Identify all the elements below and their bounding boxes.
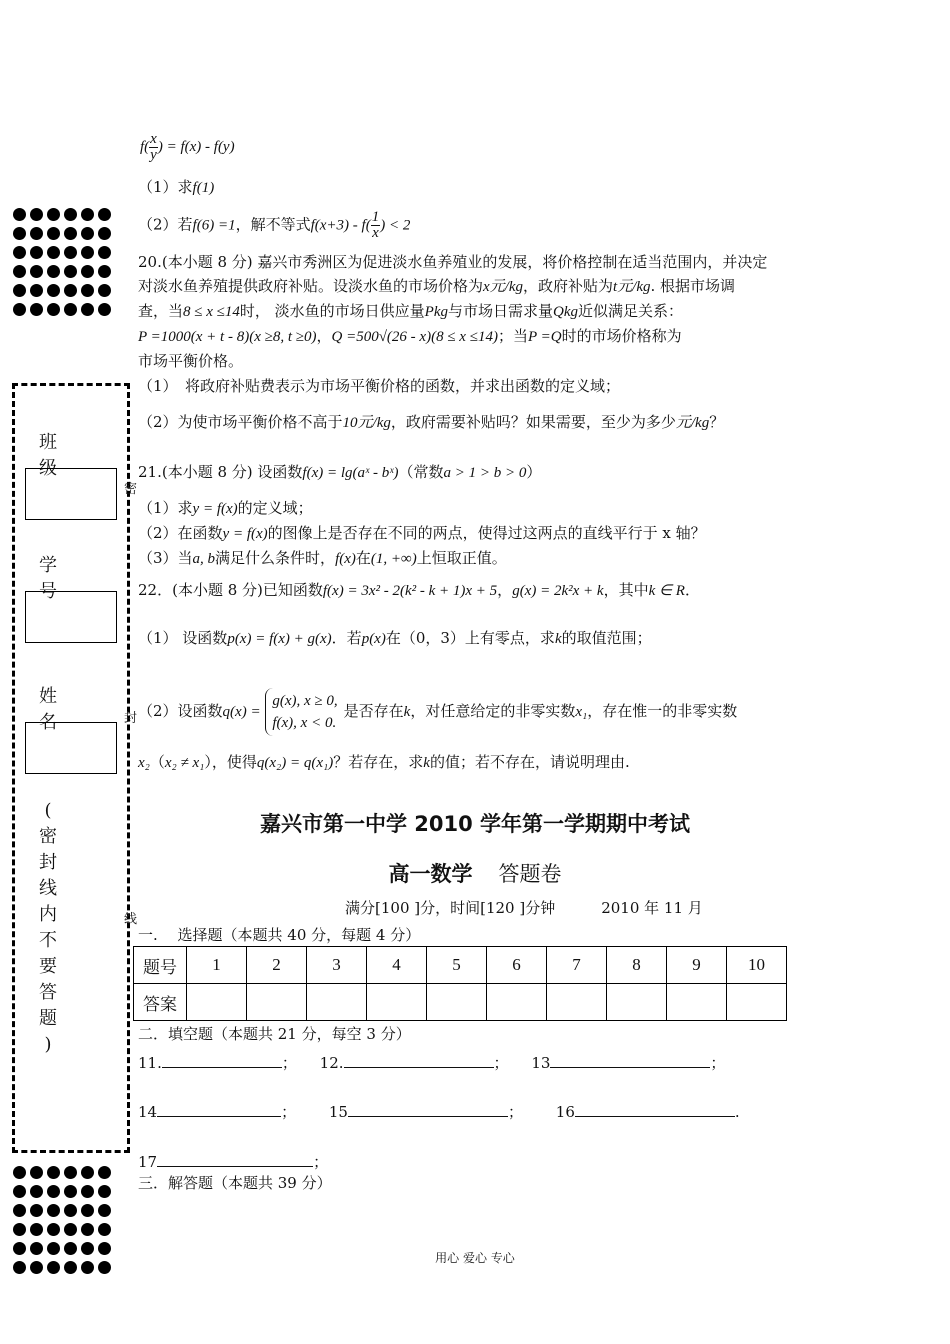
dot bbox=[81, 1204, 94, 1217]
dot bbox=[47, 1185, 60, 1198]
q19-part1: （1）求f(1) bbox=[138, 178, 215, 196]
dot bbox=[13, 1204, 26, 1217]
seal-warning-char: 不 bbox=[39, 930, 57, 951]
dot bbox=[13, 1185, 26, 1198]
dot bbox=[30, 284, 43, 297]
q20-line5: 市场平衡价格。 bbox=[138, 352, 244, 370]
seal-warning-char: 封 bbox=[39, 852, 57, 873]
dot bbox=[13, 284, 26, 297]
fill-blank-row1: 11. ； 12. ； 13 ； bbox=[138, 1051, 725, 1073]
table-row bbox=[134, 984, 787, 1021]
blank-14[interactable] bbox=[157, 1100, 281, 1117]
dot bbox=[47, 227, 60, 240]
dot bbox=[30, 1204, 43, 1217]
dot bbox=[13, 303, 26, 316]
seal-warning-char: 要 bbox=[39, 956, 57, 977]
dot bbox=[13, 227, 26, 240]
question-number-cell: 9 bbox=[667, 947, 727, 984]
top-formula: f( $\frac{x}{y}$ ) = f(x) - f(y) bbox=[140, 131, 235, 163]
blank-17[interactable] bbox=[157, 1150, 313, 1167]
q22-part1: （1） 设函数p(x) = f(x) + g(x)．若p(x)在（0，3）上有零点，求k的取值范围； bbox=[138, 629, 652, 647]
q21-part3: （3）当a, b满足什么条件时，f(x)在(1, +∞)上恒取正值。 bbox=[138, 549, 507, 567]
student-id-label: 学号 bbox=[39, 555, 87, 602]
seal-warning-char: 题 bbox=[39, 1008, 57, 1029]
seal-warning-char: ) bbox=[44, 1034, 52, 1055]
q20-line1: 20.(本小题 8 分) 嘉兴市秀洲区为促进淡水鱼养殖业的发展，将价格控制在适当范围内，并决定 bbox=[138, 253, 768, 271]
answer-sheet-title: 嘉兴市第一中学 2010 学年第一学期期中考试 bbox=[259, 812, 691, 836]
dot bbox=[30, 1166, 43, 1179]
dot bbox=[30, 208, 43, 221]
exam-meta: 满分[100 ]分，时间[120 ]分钟 2010 年 11 月 bbox=[345, 899, 703, 917]
dot bbox=[81, 227, 94, 240]
question-number-cell: 8 bbox=[607, 947, 667, 984]
fill-blank-row2: 14 ； 15 ； 16 . bbox=[138, 1100, 740, 1122]
dot bbox=[81, 208, 94, 221]
seal-warning-char: 密 bbox=[39, 826, 57, 847]
dot bbox=[64, 1185, 77, 1198]
dot bbox=[47, 284, 60, 297]
dot bbox=[30, 1223, 43, 1236]
dot bbox=[30, 265, 43, 278]
dot bbox=[64, 1223, 77, 1236]
answer-cell[interactable] bbox=[727, 984, 787, 1021]
q21-head: 21.(本小题 8 分) 设函数f(x) = lg(aˣ - bˣ)（常数a > 1 > b > 0） bbox=[138, 463, 542, 481]
q20-part1: （1） 将政府补贴费表示为市场平衡价格的函数，并求出函数的定义域； bbox=[138, 377, 621, 395]
q20-line2: 对淡水鱼养殖提供政府补贴。设淡水鱼的市场价格为x元/kg，政府补贴为t元/kg. 根据市场调 bbox=[138, 277, 736, 295]
dot bbox=[98, 208, 111, 221]
dot bbox=[64, 303, 77, 316]
dot bbox=[30, 246, 43, 259]
q20-line4: P =1000(x + t - 8)(x ≥8, t ≥0)，Q =500√(26 - x)(8 ≤ x ≤14)；当P =Q时的市场价格称为 bbox=[138, 327, 682, 345]
q20-part2: （2）为使市场平衡价格不高于10元/kg，政府需要补贴吗？如果需要，至少为多少元/kg？ bbox=[138, 413, 725, 431]
class-field[interactable] bbox=[25, 468, 117, 520]
dot bbox=[47, 1204, 60, 1217]
answer-cell[interactable] bbox=[607, 984, 667, 1021]
dot bbox=[98, 1223, 111, 1236]
dot bbox=[47, 303, 60, 316]
side-char-feng: 封 bbox=[124, 711, 138, 726]
dot bbox=[98, 227, 111, 240]
question-number-cell: 10 bbox=[727, 947, 787, 984]
dot bbox=[81, 284, 94, 297]
question-number-cell: 1 bbox=[187, 947, 247, 984]
dot bbox=[64, 284, 77, 297]
side-char-xian: 线 bbox=[124, 912, 138, 927]
page-footer: 用心 爱心 专心 bbox=[435, 1251, 515, 1265]
question-number-cell: 2 bbox=[247, 947, 307, 984]
class-label: 班级 bbox=[39, 432, 87, 479]
section3-heading: 三．解答题（本题共 39 分） bbox=[138, 1174, 332, 1192]
section1-heading: 一. 选择题（本题共 40 分，每题 4 分） bbox=[138, 926, 421, 944]
student-id-field[interactable] bbox=[25, 591, 117, 643]
answer-cell[interactable] bbox=[487, 984, 547, 1021]
dot bbox=[98, 303, 111, 316]
dot bbox=[98, 1166, 111, 1179]
question-number-cell: 7 bbox=[547, 947, 607, 984]
dot bbox=[81, 246, 94, 259]
blank-12[interactable] bbox=[344, 1051, 494, 1068]
dot bbox=[81, 1185, 94, 1198]
answer-cell[interactable] bbox=[367, 984, 427, 1021]
dot bbox=[64, 208, 77, 221]
dot bbox=[81, 303, 94, 316]
seal-warning-char: ( bbox=[44, 800, 52, 821]
dot bbox=[47, 1166, 60, 1179]
dot bbox=[81, 265, 94, 278]
dot bbox=[98, 1185, 111, 1198]
choice-answer-table bbox=[133, 946, 787, 1021]
dot bbox=[13, 246, 26, 259]
section2-heading: 二．填空题（本题共 21 分，每空 3 分） bbox=[138, 1025, 411, 1043]
dot bbox=[13, 208, 26, 221]
dot bbox=[30, 227, 43, 240]
dot bbox=[64, 246, 77, 259]
dot bbox=[64, 265, 77, 278]
question-number-cell: 6 bbox=[487, 947, 547, 984]
blank-13[interactable] bbox=[550, 1051, 710, 1068]
dot bbox=[30, 1185, 43, 1198]
answer-cell[interactable] bbox=[667, 984, 727, 1021]
table-row bbox=[134, 947, 787, 984]
question-number-cell: 5 bbox=[427, 947, 487, 984]
question-number-cell: 3 bbox=[307, 947, 367, 984]
name-label: 姓名 bbox=[39, 686, 87, 733]
dot bbox=[98, 1204, 111, 1217]
dot bbox=[64, 1166, 77, 1179]
dot bbox=[98, 246, 111, 259]
seal-line-box bbox=[12, 383, 130, 1153]
name-field[interactable] bbox=[25, 722, 117, 774]
dot bbox=[13, 1223, 26, 1236]
answer-sheet-subtitle: 高一数学 答题卷 bbox=[388, 862, 562, 886]
dot bbox=[64, 1204, 77, 1217]
dot bbox=[47, 1223, 60, 1236]
dot bbox=[81, 1166, 94, 1179]
side-char-mi: 密 bbox=[124, 482, 138, 497]
answer-cell[interactable] bbox=[247, 984, 307, 1021]
answer-cell[interactable] bbox=[427, 984, 487, 1021]
row-answer-label: 答案 bbox=[134, 984, 187, 1021]
decorative-dots-top bbox=[13, 208, 115, 322]
seal-warning-char: 答 bbox=[39, 982, 57, 1003]
dot bbox=[98, 265, 111, 278]
q21-part1: （1）求y = f(x)的定义域； bbox=[138, 499, 313, 517]
dot bbox=[47, 265, 60, 278]
q22-part2: （2）设函数q(x) = g(x), x ≥ 0, f(x), x < 0. 是否存在k，对任意给定的非零实数x₁，存在惟一的非零实数 bbox=[138, 688, 737, 736]
dot bbox=[81, 1223, 94, 1236]
seal-warning-char: 线 bbox=[39, 878, 57, 899]
answer-cell[interactable] bbox=[307, 984, 367, 1021]
dot bbox=[30, 303, 43, 316]
dot bbox=[64, 227, 77, 240]
dot bbox=[98, 284, 111, 297]
dot bbox=[47, 246, 60, 259]
seal-warning-char: 内 bbox=[39, 904, 57, 925]
blank-15[interactable] bbox=[348, 1100, 508, 1117]
blank-16[interactable] bbox=[575, 1100, 735, 1117]
dot bbox=[13, 1166, 26, 1179]
blank-11[interactable] bbox=[162, 1051, 282, 1068]
answer-cell[interactable] bbox=[547, 984, 607, 1021]
q19-part2: （2）若f(6) =1，解不等式f(x+3) - f( $\frac{1}{x}$ ) < 2 bbox=[138, 209, 411, 241]
q22-part2-cont: x₂（x₂ ≠ x₁），使得q(x₂) = q(x₁)？若存在，求k的值；若不存在，请说明理由. bbox=[138, 753, 630, 771]
fill-blank-row3: 17 ； bbox=[138, 1150, 328, 1172]
answer-cell[interactable] bbox=[187, 984, 247, 1021]
question-number-cell: 4 bbox=[367, 947, 427, 984]
q20-line3: 查，当8 ≤ x ≤14时， 淡水鱼的市场日供应量Pkg与市场日需求量Qkg近似满足关系： bbox=[138, 302, 684, 320]
q22-head: 22．(本小题 8 分)已知函数f(x) = 3x² - 2(k² - k + 1)x + 5，g(x) = 2k²x + k，其中k ∈ R． bbox=[138, 581, 700, 599]
q21-part2: （2）在函数y = f(x)的图像上是否存在不同的两点，使得过这两点的直线平行于 x 轴？ bbox=[138, 524, 706, 542]
row-header-label: 题号 bbox=[134, 947, 187, 984]
dot bbox=[47, 208, 60, 221]
dot bbox=[13, 265, 26, 278]
